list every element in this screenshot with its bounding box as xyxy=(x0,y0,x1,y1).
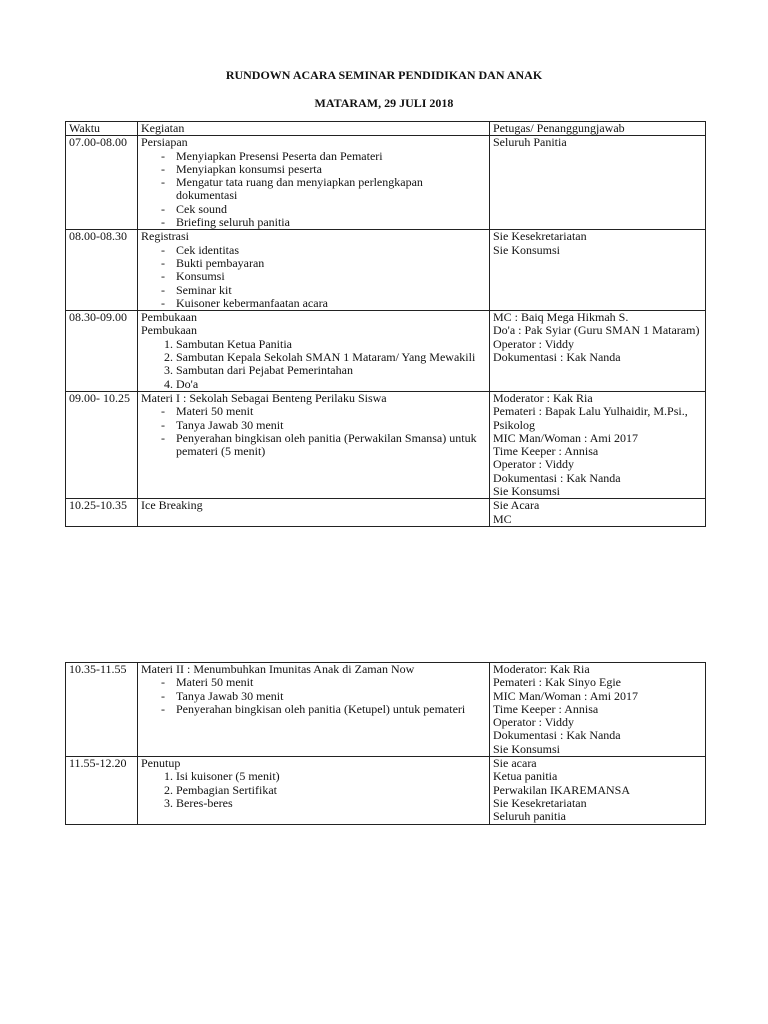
activity-list xyxy=(141,150,486,230)
table-row xyxy=(66,391,706,498)
header-petugas: Petugas/ Penanggungjawab xyxy=(490,122,706,136)
row-activity: Ice Breaking xyxy=(141,498,203,513)
row-activity-cell xyxy=(138,136,490,230)
pic-line: Pemateri : Bapak Lalu Yulhaidir, M.Psi., Psikolog xyxy=(493,404,688,432)
row-pic-cell xyxy=(490,757,706,824)
row-activity: Registrasi xyxy=(141,229,189,244)
table-row xyxy=(66,757,706,824)
pic-line: Operator : Viddy xyxy=(493,715,575,730)
row-activity-cell xyxy=(138,499,490,527)
pic-line: Sie acara xyxy=(493,756,537,771)
table-row xyxy=(66,663,706,757)
row-activity: Pembukaan xyxy=(141,310,197,325)
list-item: 1. Isi kuisoner (5 menit) xyxy=(176,770,486,783)
pic-line: Sie Kesekretariatan xyxy=(493,795,587,810)
list-item: 1. Sambutan Ketua Panitia xyxy=(176,338,486,351)
list-item: - Penyerahan bingkisan oleh panitia (Ketupel) untuk pemateri xyxy=(161,703,486,716)
pic-line: Pemateri : Kak Sinyo Egie xyxy=(493,675,621,690)
row-activity: Penutup xyxy=(141,756,181,771)
row-activity: Materi I : Sekolah Sebagai Benteng Perilaku Siswa xyxy=(141,390,387,405)
table-row xyxy=(66,311,706,392)
list-item: - Menyiapkan Presensi Peserta dan Pemateri xyxy=(161,150,486,163)
row-activity: Materi II : Menumbuhkan Imunitas Anak di Zaman Now xyxy=(141,662,415,676)
pic-line: MC : Baiq Mega Hikmah S. xyxy=(493,310,629,325)
activity-list xyxy=(141,676,486,716)
list-item: 4. Do'a xyxy=(176,378,486,391)
pic-line: Dokumentasi : Kak Nanda xyxy=(493,470,621,485)
pic-line: MIC Man/Woman : Ami 2017 xyxy=(493,688,639,703)
pic-line: Time Keeper : Annisa xyxy=(493,444,599,459)
pic-line: Sie Konsumsi xyxy=(493,484,561,499)
row-pic-cell xyxy=(490,136,706,230)
activity-list xyxy=(141,338,486,391)
list-item: - Kuisoner kebermanfaatan acara xyxy=(161,297,486,310)
list-item: - Materi 50 menit xyxy=(161,676,486,689)
list-item: 3. Beres-beres xyxy=(176,797,486,810)
pic-line: Operator : Viddy xyxy=(493,336,575,351)
row-time: 10.35-11.55 xyxy=(66,663,138,757)
pic-line: MIC Man/Woman : Ami 2017 xyxy=(493,430,639,445)
pic-line: Moderator: Kak Ria xyxy=(493,662,590,676)
list-item: - Cek identitas xyxy=(161,244,486,257)
row-time: 07.00-08.00 xyxy=(66,136,138,230)
pic-line: Dokumentasi : Kak Nanda xyxy=(493,350,621,365)
document-title: RUNDOWN ACARA SEMINAR PENDIDIKAN DAN ANAK xyxy=(225,68,543,82)
list-item: - Seminar kit xyxy=(161,284,486,297)
table-row xyxy=(66,499,706,527)
pic-line: Sie Konsumsi xyxy=(493,242,561,257)
list-item: - Penyerahan bingkisan oleh panitia (Perwakilan Smansa) untuk pemateri (5 menit) xyxy=(161,432,486,459)
list-item: 2. Sambutan Kepala Sekolah SMAN 1 Mataram/ Yang Mewakili xyxy=(176,351,486,364)
row-activity-cell xyxy=(138,757,490,824)
pic-line: Ketua panitia xyxy=(493,769,558,784)
row-pic-cell xyxy=(490,391,706,498)
row-pic-cell xyxy=(490,311,706,392)
pic-line: Time Keeper : Annisa xyxy=(493,701,599,716)
row-pic-cell xyxy=(490,663,706,757)
activity-list xyxy=(141,770,486,810)
list-item: - Menyiapkan konsumsi peserta xyxy=(161,163,486,176)
rundown-table-page-2 xyxy=(65,662,706,825)
row-pic-cell xyxy=(490,230,706,311)
list-item: - Bukti pembayaran xyxy=(161,257,486,270)
row-activity-sub: Pembukaan xyxy=(141,323,197,338)
pic-line: Operator : Viddy xyxy=(493,457,575,472)
list-item: - Tanya Jawab 30 menit xyxy=(161,690,486,703)
list-item: - Tanya Jawab 30 menit xyxy=(161,419,486,432)
header-waktu: Waktu xyxy=(66,122,138,136)
pic-line: Perwakilan IKAREMANSA xyxy=(493,782,630,797)
pic-line: Do'a : Pak Syiar (Guru SMAN 1 Mataram) xyxy=(493,323,700,338)
row-time: 08.30-09.00 xyxy=(66,311,138,392)
header-kegiatan: Kegiatan xyxy=(138,122,490,136)
pic-line: MC xyxy=(493,511,512,526)
pic-line: Seluruh Panitia xyxy=(493,135,567,150)
row-pic-cell xyxy=(490,499,706,527)
list-item: - Materi 50 menit xyxy=(161,405,486,418)
row-time: 09.00- 10.25 xyxy=(66,391,138,498)
list-item: - Konsumsi xyxy=(161,270,486,283)
row-activity: Persiapan xyxy=(141,135,188,150)
activity-list xyxy=(141,405,486,458)
pic-line: Sie Konsumsi xyxy=(493,741,561,756)
row-activity-cell xyxy=(138,663,490,757)
row-time: 10.25-10.35 xyxy=(66,499,138,527)
pic-line: Moderator : Kak Ria xyxy=(493,390,593,405)
row-activity-cell xyxy=(138,311,490,392)
rundown-table-page-1 xyxy=(65,121,706,527)
pic-line: Seluruh panitia xyxy=(493,809,566,824)
activity-list xyxy=(141,244,486,310)
pic-line: Sie Acara xyxy=(493,498,540,513)
pic-line: Sie Kesekretariatan xyxy=(493,229,587,244)
table-row xyxy=(66,230,706,311)
list-item: 2. Pembagian Sertifikat xyxy=(176,784,486,797)
list-item: - Mengatur tata ruang dan menyiapkan perlengkapan dokumentasi xyxy=(161,176,486,203)
row-activity-cell xyxy=(138,230,490,311)
row-time: 11.55-12.20 xyxy=(66,757,138,824)
row-time: 08.00-08.30 xyxy=(66,230,138,311)
row-activity-cell xyxy=(138,391,490,498)
table-row xyxy=(66,136,706,230)
list-item: - Briefing seluruh panitia xyxy=(161,216,486,229)
list-item: - Cek sound xyxy=(161,203,486,216)
pic-line: Dokumentasi : Kak Nanda xyxy=(493,728,621,743)
table-header-row xyxy=(66,122,706,136)
document-subtitle: MATARAM, 29 JULI 2018 xyxy=(314,96,454,110)
list-item: 3. Sambutan dari Pejabat Pemerintahan xyxy=(176,364,486,377)
